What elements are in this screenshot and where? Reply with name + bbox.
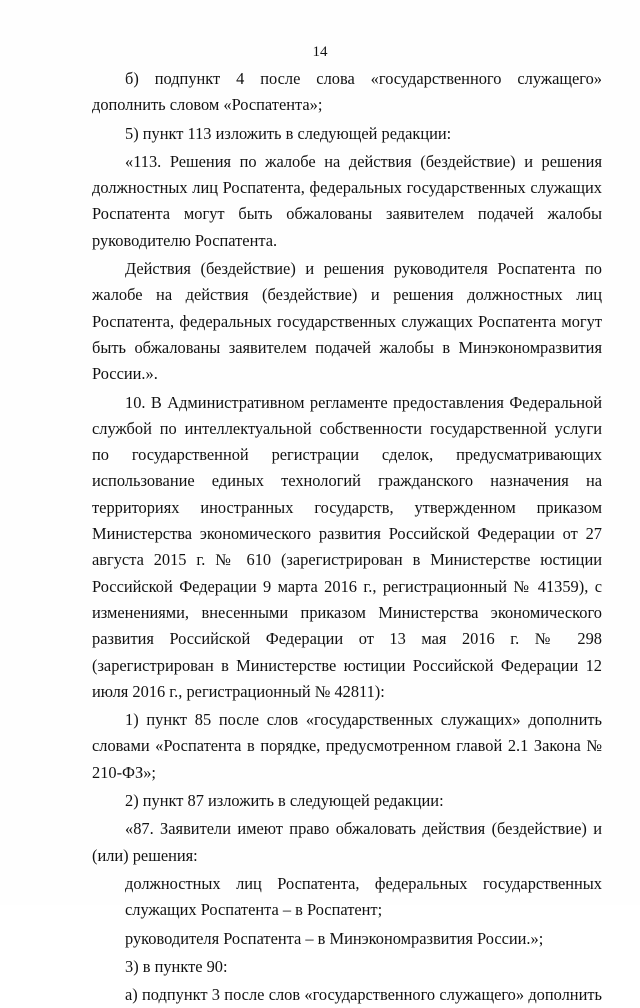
paragraph-item-2-clause-87: 2) пункт 87 изложить в следующей редакции: [125,791,444,811]
paragraph-subclause-a: а) подпункт 3 после слов «государственного служащего» дополнить [125,985,602,1005]
paragraph-item-5: 5) пункт 113 изложить в следующей редакции: [125,123,452,143]
document-body [92,66,602,1008]
paragraph-item-10: 10. В Административном регламенте предоставления Федеральной службой по интеллектуальной собственности государственной услуги по государственной регистрации сделок, предусматривающих использование единых технологий гражданского назначения на территориях иностранных государств, утвержденном приказом Министерства экономического развития Российской Федерации от 27 августа 2015 г. № 610 (зарегистрирован в Министерстве юстиции Российской Федерации 9 марта 2016 г., регистрационный № 41359), с изменениями, внесенными приказом Министерства экономического развития Российской Федерации от 13 мая 2016 г. № 298 (зарегистрирован в Министерстве юстиции Российской Федерации 12 июля 2016 г., регистрационный № 42811): [92,392,602,701]
paragraph-clause-113: «113. Решения по жалобе на действия (бездействие) и решения должностных лиц Роспатента, федеральных государственных служащих Роспатента могут быть обжалованы заявителем подачей жалобы руководителю Роспатента. [92,151,602,250]
paragraph-officials-appeal: должностных лиц Роспатента, федеральных государственных служащих Роспатента – в Роспатент; [125,873,602,920]
paragraph-item-3-clause-90: 3) в пункте 90: [125,956,228,976]
paragraph-clause-87-text: «87. Заявители имеют право обжаловать действия (бездействие) и (или) решения: [92,819,602,865]
paragraph-head-to-ministry: руководителя Роспатента – в Минэкономразвития России.»; [125,928,544,948]
paragraph-item-1-clause-85: 1) пункт 85 после слов «государственных служащих» дополнить словами «Роспатента в порядке, предусмотренном главой 2.1 Закона № 210-ФЗ»; [92,710,602,782]
page-number: 14 [312,44,328,60]
paragraph-subclause-b: б) подпункт 4 после слова «государственного служащего» дополнить словом «Роспатента»; [92,69,602,115]
paragraph-head-appeal: Действия (бездействие) и решения руководителя Роспатента по жалобе на действия (бездействие) и решения должностных лиц Роспатента, федеральных государственных служащих Роспатента могут быть обжалованы заявителем подачей жалобы в Минэкономразвития России.». [92,259,602,384]
